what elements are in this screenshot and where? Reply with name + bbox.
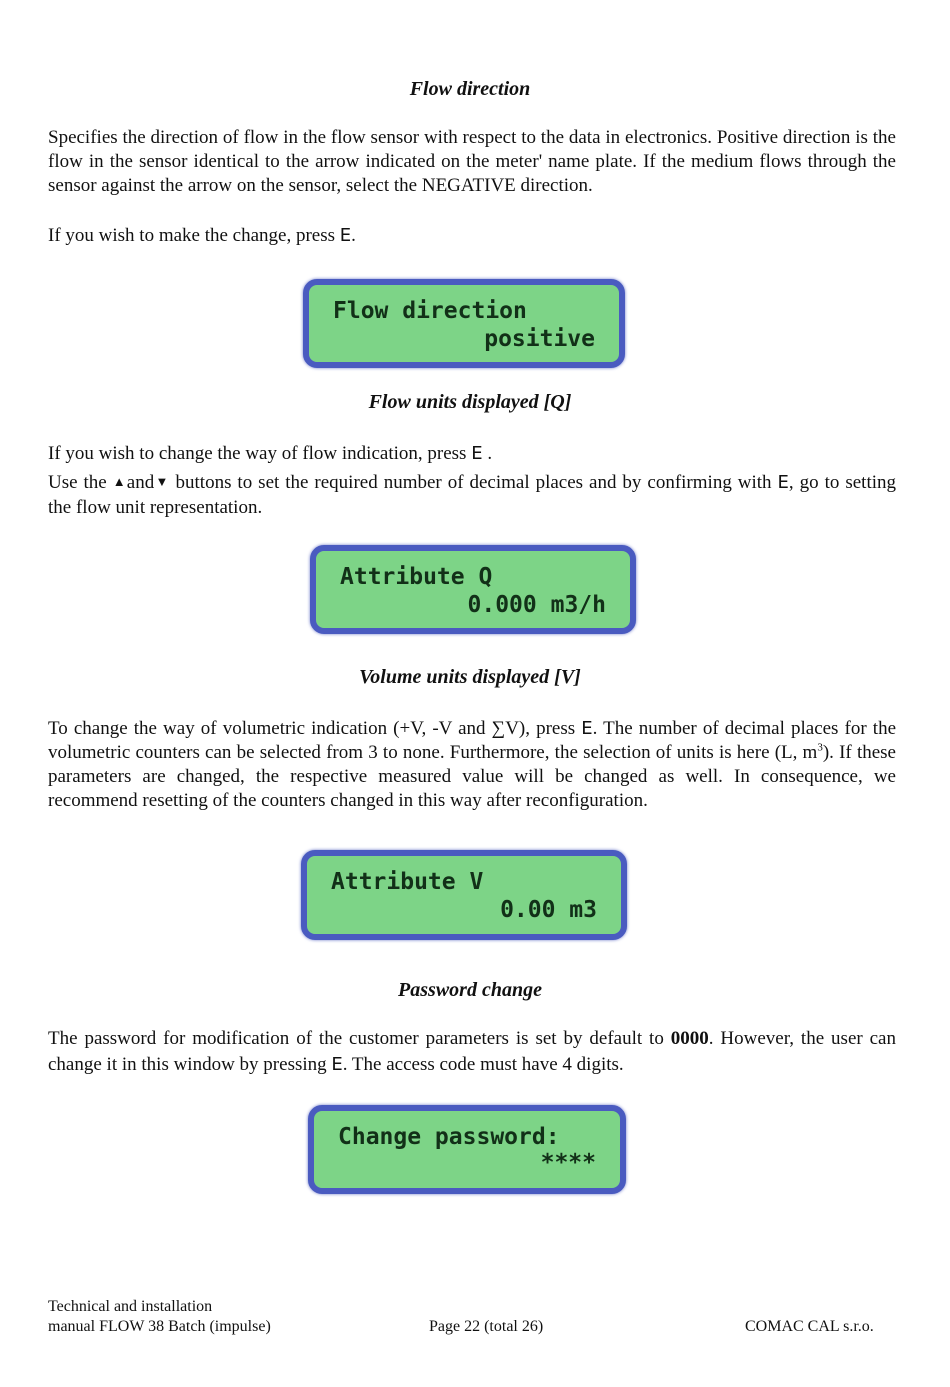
up-arrow-icon: ▲ — [112, 474, 127, 489]
flow-units-instruction-1 — [48, 442, 896, 466]
description-text: To change the way of volumetric indication (+V, -V and ∑V), press — [48, 718, 582, 739]
lcd-password-change — [308, 1105, 626, 1194]
e-key: E — [581, 718, 593, 739]
description-text-3: ). If these parameters are changed, the respective measured value will be changed as well. In consequence, we recommend resetting of the counters changed in this way after reconfiguration. — [48, 742, 896, 811]
footer-page-number: Page 22 (total 26) — [429, 1318, 544, 1335]
e-key: E — [777, 472, 789, 493]
flow-direction-heading: Flow direction — [409, 78, 531, 100]
lcd-line-1: Attribute Q — [340, 564, 493, 590]
lcd-line-1: Change password: — [338, 1124, 560, 1150]
instruction-suffix: . — [351, 225, 356, 246]
instruction-text: If you wish to make the change, press — [48, 225, 340, 246]
description-text-2: . The number of decimal places for the volumetric counters can be selected from 3 to none. Furthermore, the selection of units is here (L, m — [48, 718, 896, 763]
lcd-volume-units — [301, 850, 627, 940]
e-key: E — [331, 1054, 343, 1075]
lcd-line-2: **** — [540, 1150, 596, 1176]
instruction-text: Use the — [48, 472, 113, 493]
footer-left-line-2: manual FLOW 38 Batch (impulse) — [48, 1318, 271, 1335]
instruction-suffix: . — [482, 443, 493, 464]
e-key: E — [339, 225, 352, 246]
lcd-line-1: Flow direction — [333, 298, 527, 324]
and-text: and — [126, 472, 155, 493]
description-text-2: . However, the user can change it in this window by pressing — [48, 1028, 896, 1075]
volume-units-heading: Volume units displayed [V] — [359, 666, 581, 688]
flow-units-instruction-2 — [48, 471, 896, 520]
footer-left — [48, 1297, 271, 1337]
lcd-line-2: 0.000 m3/h — [467, 592, 606, 618]
lcd-line-2: 0.00 m3 — [500, 897, 597, 923]
description-text: The password for modification of the customer parameters is set by default to — [48, 1028, 671, 1049]
default-password: 0000 — [670, 1028, 709, 1049]
instruction-text-3: , go to setting the flow unit representation. — [48, 472, 896, 518]
footer-company: COMAC CAL s.r.o. — [745, 1318, 874, 1335]
volume-units-description — [48, 717, 896, 813]
flow-direction-description: Specifies the direction of flow in the flow sensor with respect to the data in electronics. Positive direction is the flow in the sensor identical to the arrow indicated on the meter' name plate. If the medium flows through the sensor against the arrow on the sensor, select the NEGATIVE direction. — [48, 127, 896, 196]
lcd-flow-units — [310, 545, 636, 634]
lcd-flow-direction — [303, 279, 625, 368]
flow-direction-instruction — [48, 224, 896, 248]
instruction-text: If you wish to change the way of flow indication, press — [48, 443, 472, 464]
description-text-3: . The access code must have 4 digits. — [342, 1054, 624, 1075]
superscript: 3 — [817, 741, 823, 754]
password-change-heading: Password change — [398, 979, 542, 1001]
lcd-line-1: Attribute V — [331, 869, 484, 895]
down-arrow-icon: ▼ — [154, 474, 170, 489]
footer-left-line-1: Technical and installation — [48, 1298, 213, 1315]
password-change-description — [48, 1026, 896, 1078]
flow-units-heading: Flow units displayed [Q] — [368, 391, 572, 413]
lcd-line-2: positive — [484, 326, 595, 352]
e-key: E — [471, 443, 483, 464]
instruction-text-2: buttons to set the required number of decimal places and by confirming with — [169, 472, 778, 493]
